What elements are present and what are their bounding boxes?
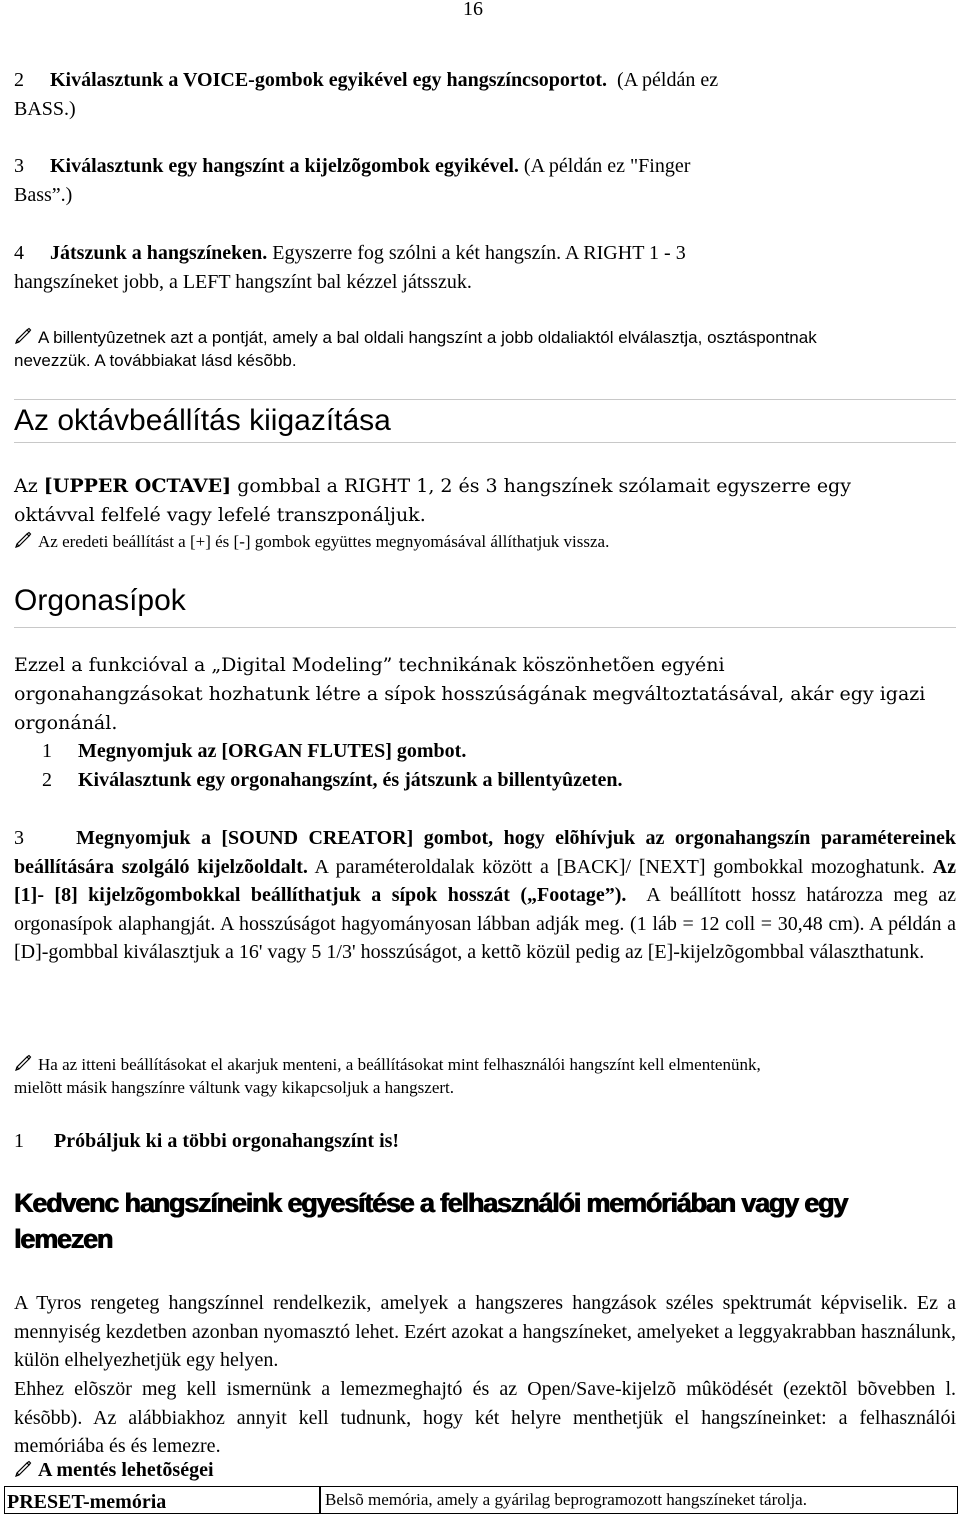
- octave-note: [14, 531, 609, 552]
- step-bold-text: Játszunk a hangszíneken.: [50, 242, 268, 264]
- organ-paragraph-line2: orgonahangzásokat hozhatunk létre a sípok hosszúságának megváltoztatásával, akár egy igazi: [14, 683, 926, 705]
- disk-paragraph: Ehhez elõször meg kell ismernünk a lemezmeghajtó és az Open/Save-kijelzõ mûködését (ezektõl bõvebben l. késõbb). Az alábbiakhoz annyit kell tudnunk, hogy két helyre menthetjük el hangszíneinket: a felhasználói memóriába és és lemezre.: [14, 1378, 956, 1457]
- step-number: 1: [42, 740, 52, 762]
- step-2: [14, 69, 718, 92]
- organ-step-2: [14, 769, 622, 792]
- pencil-icon: [14, 1054, 32, 1072]
- save-options-subhead: [14, 1459, 214, 1482]
- note-text: Ha az itteni beállításokat el akarjuk menteni, a beállításokat mint felhasználói hangszínt kell elmentenünk,: [38, 1055, 761, 1074]
- section-heading-favorites-continuation: lemezen: [14, 1224, 113, 1254]
- step-number: 3: [14, 155, 24, 177]
- step-text: (A példán ez: [617, 69, 719, 91]
- step-4: [14, 242, 686, 265]
- note-text: Az eredeti beállítást a [+] és [-] gombok együttes megnyomásával állíthatjuk vissza.: [38, 532, 610, 551]
- organ-step-3: [14, 824, 956, 967]
- organ-note: [14, 1054, 761, 1075]
- note-text: A billentyûzetnek azt a pontját, amely a bal oldali hangszínt a jobb oldaliaktól elválasztja, osztáspontnak: [38, 328, 817, 347]
- octave-paragraph-continuation: oktávval felfelé vagy lefelé transzponáljuk.: [14, 504, 426, 526]
- step-number: 1: [14, 1130, 24, 1152]
- step-2-continuation: BASS.): [14, 98, 76, 120]
- note-split-point: [14, 327, 817, 348]
- pencil-icon: [14, 1460, 32, 1478]
- step-bold-text: Megnyomjuk a [SOUND CREATOR] gombot, hogy elõhívjuk az orgonahangszín paramétereinek beállítására szolgáló kijelzõoldalt.: [14, 827, 956, 878]
- section-divider: [14, 442, 956, 443]
- pencil-icon: [14, 531, 32, 549]
- organ-paragraph-line1: Ezzel a funkcióval a „Digital Modeling” technikának köszönhetõen egyéni: [14, 654, 725, 676]
- step-3: [14, 155, 690, 178]
- step-bold-text: Kiválasztunk egy orgonahangszínt, és játszunk a billentyûzeten.: [78, 769, 623, 791]
- step-text: A paraméteroldalak között a [BACK]/ [NEXT] gombokkal mozoghatunk.: [314, 855, 925, 878]
- step-number: 2: [42, 769, 52, 791]
- octave-paragraph: [14, 475, 851, 497]
- section-divider: [14, 399, 956, 400]
- section-heading-organ: Orgonasípok: [14, 584, 186, 617]
- step-bold-text: Kiválasztunk a VOICE-gombok egyikével egy hangszíncsoportot.: [50, 69, 608, 91]
- step-bold-text: Kiválasztunk egy hangszínt a kijelzõgombok egyikével.: [50, 155, 519, 177]
- button-name: [UPPER OCTAVE]: [43, 475, 232, 497]
- memory-name-cell: PRESET-memória: [4, 1486, 320, 1514]
- tyros-paragraph: A Tyros rengeteg hangszínnel rendelkezik, amelyek a hangszeres hangzások széles spektrumát képviselik. Ez a mennyiség kezdetben azonban nyomasztó lehet. Ezért azokat a hangszíneket, amelyeket a leggyakrabban használunk, külön elhelyezhetjük egy helyen.: [14, 1292, 956, 1371]
- organ-paragraph-line3: orgonánál.: [14, 712, 118, 734]
- subhead-text: A mentés lehetõségei: [38, 1459, 214, 1481]
- step-bold-text: Az [1]- [8] kijelzõgombokkal beállíthatjuk a sípok hosszát („Footage”).: [14, 855, 956, 906]
- step-number: 2: [14, 69, 24, 91]
- step-number: 3: [14, 827, 24, 849]
- text-run: gombbal a RIGHT 1, 2 és 3 hangszínek szólamait egyszerre egy: [237, 475, 851, 497]
- organ-try-step: [14, 1130, 399, 1153]
- section-heading-favorites: Kedvenc hangszíneink egyesítése a felhasználói memóriában vagy egy: [14, 1188, 848, 1218]
- step-4-continuation: hangszíneket jobb, a LEFT hangszínt bal kézzel játsszuk.: [14, 271, 472, 293]
- pencil-icon: [14, 327, 32, 345]
- note-split-point-continuation: nevezzük. A továbbiakat lásd késõbb.: [14, 351, 297, 370]
- memory-table-row: [4, 1486, 954, 1516]
- step-text: Egyszerre fog szólni a két hangszín. A RIGHT 1 - 3: [272, 242, 686, 264]
- step-text: A beállított hossz határozza meg az orgonasípok alaphangját. A hosszúságot hagyományosan lábban adják meg. (1 láb = 12 coll = 30,48 cm). A példán a [D]-gombbal kiválasztjuk a 16' vagy 5 1/3' hosszúságot, a kettõ közül pedig az [E]-kijelzõgombbal választhatunk.: [14, 884, 956, 963]
- memory-desc-cell: Belsõ memória, amely a gyárilag beprogramozott hangszíneket tárolja.: [320, 1486, 958, 1514]
- text-run: Az: [14, 475, 38, 497]
- step-number: 4: [14, 242, 24, 264]
- step-text: (A példán ez "Finger: [523, 155, 691, 177]
- step-bold-text: Próbáljuk ki a többi orgonahangszínt is!: [54, 1130, 400, 1152]
- section-heading-octave: Az oktávbeállítás kiigazítása: [14, 404, 391, 437]
- page-number: 16: [463, 0, 483, 20]
- step-3-continuation: Bass”.): [14, 184, 73, 206]
- organ-note-continuation: mielõtt másik hangszínre váltunk vagy kikapcsoljuk a hangszert.: [14, 1078, 454, 1097]
- section-divider: [14, 627, 956, 628]
- organ-step-1: [14, 740, 466, 763]
- step-bold-text: Megnyomjuk az [ORGAN FLUTES] gombot.: [78, 740, 467, 762]
